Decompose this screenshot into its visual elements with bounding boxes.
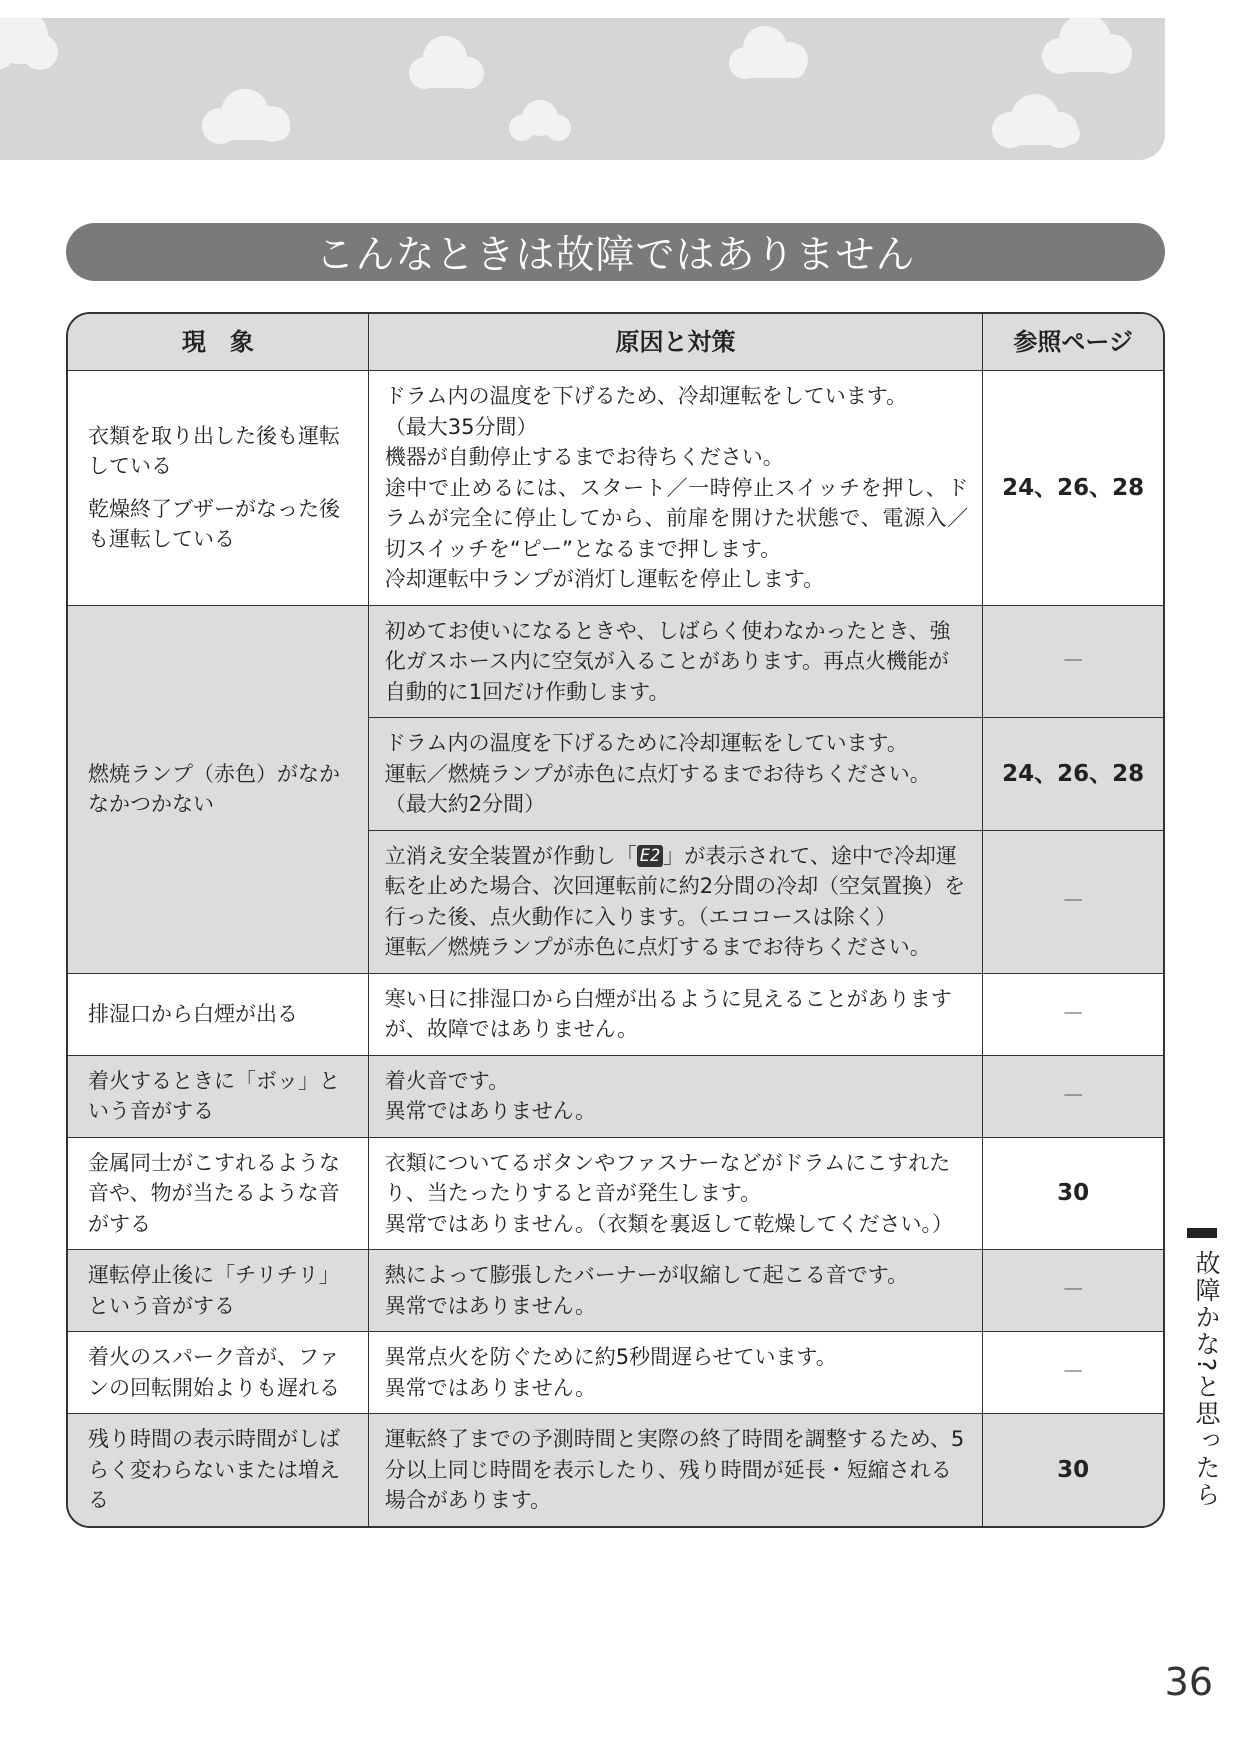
- cloud-2: [409, 36, 484, 89]
- cloud-3: [729, 26, 808, 79]
- cause-text: 途中で止めるには、スタート／一時停止スイッチを押し、ドラムが完全に停止してから、前扉を開けた状態で、電源入／切スイッチを“ピー”となるまで押します。: [384, 475, 969, 561]
- symptom-cell: 運転停止後に「チリチリ」という音がする: [68, 1250, 368, 1332]
- error-code-display-icon: E2: [637, 845, 663, 867]
- troubleshooting-table: [66, 312, 1165, 1528]
- section-side-label: 故障かな?と思ったら: [1192, 1250, 1221, 1509]
- cause-text: [385, 841, 969, 933]
- ref-cell: 30: [983, 1414, 1163, 1526]
- cause-text: 異常ではありません。（衣類を裏返して乾燥してください。）: [384, 1211, 954, 1236]
- cause-cell: [368, 1137, 983, 1250]
- symptom-text: 衣類を取り出した後も運転している: [88, 423, 340, 479]
- ref-cell: －: [983, 1332, 1163, 1414]
- clouds-illustration: [0, 18, 1165, 160]
- cause-cell: [368, 1332, 983, 1414]
- cause-cell: [368, 1055, 983, 1137]
- table-row: [68, 1250, 1163, 1332]
- cause-text: 熱によって膨張したバーナーが収縮して起こる音です。: [384, 1263, 909, 1287]
- header-ref: 参照ページ: [983, 314, 1163, 371]
- table-header-row: [68, 314, 1163, 371]
- cause-text: 衣類についてるボタンやファスナーなどがドラムにこすれたり、当たったりすると音が発生します。: [384, 1150, 951, 1205]
- cause-cell: 寒い日に排湿口から白煙が出るように見えることがありますが、故障ではありません。: [368, 973, 983, 1055]
- cloud-4: [1042, 18, 1132, 74]
- cloud-5: [202, 89, 290, 144]
- cloud-6: [509, 100, 571, 141]
- cause-cell: [368, 718, 983, 831]
- cause-text: （最大約2分間）: [384, 792, 546, 816]
- cause-text: 異常点火を防ぐために約5秒間遅らせています。: [384, 1345, 837, 1369]
- symptom-text: 乾燥終了ブザーがなった後も運転している: [88, 496, 340, 552]
- section-marker: [1187, 1228, 1217, 1238]
- cause-text: ドラム内の温度を下げるため、冷却運転をしています。: [384, 384, 908, 408]
- cloud-1: [0, 18, 58, 70]
- cause-text: 初めてお使いになるときや、しばらく使わなかったとき、強化ガスホース内に空気が入ることがあります。再点火機能が自動的に1回だけ作動します。: [384, 618, 951, 704]
- cause-cell: [368, 1250, 983, 1332]
- ref-cell: －: [983, 1055, 1163, 1137]
- ref-cell: －: [983, 973, 1163, 1055]
- cloud-7: [992, 94, 1080, 148]
- page-number: 36: [1164, 1660, 1213, 1704]
- symptom-cell: 燃焼ランプ（赤色）がなかなかつかない: [68, 605, 368, 973]
- symptom-cell: 金属同士がこすれるような音や、物が当たるような音がする: [68, 1137, 368, 1250]
- cause-text-part: 」が表示されて、途中で冷却運転を止めた場合、次回運転前に約2分間の冷却（空気置換）を行った後、点火動作に入ります。（エココースは除く）: [384, 843, 966, 929]
- cause-cell: [368, 371, 983, 606]
- ref-cell: 24、26、28: [983, 718, 1163, 831]
- cause-text: 異常ではありません。: [384, 1099, 597, 1123]
- cause-cell: 運転終了までの予測時間と実際の終了時間を調整するため、5分以上同じ時間を表示したり、残り時間が延長・短縮される場合があります。: [368, 1414, 983, 1526]
- page-title: こんなときは故障ではありません: [66, 223, 1165, 281]
- cause-cell: [368, 830, 983, 973]
- ref-cell: －: [983, 605, 1163, 718]
- cause-text: 運転／燃焼ランプが赤色に点灯するまでお待ちください。: [384, 935, 931, 959]
- symptom-cell: 排湿口から白煙が出る: [68, 973, 368, 1055]
- symptom-cell: [68, 371, 368, 606]
- table-row: [68, 1137, 1163, 1250]
- ref-cell: －: [983, 830, 1163, 973]
- cause-text: 異常ではありません。: [384, 1293, 597, 1318]
- ref-cell: 30: [983, 1137, 1163, 1250]
- cause-text: 着火音です。: [384, 1068, 510, 1093]
- symptom-cell: 着火のスパーク音が、ファンの回転開始よりも遅れる: [68, 1332, 368, 1414]
- cause-text: 異常ではありません。: [384, 1375, 597, 1400]
- table-row: [68, 605, 1163, 718]
- cause-text: ドラム内の温度を下げるために冷却運転をしています。: [384, 731, 908, 755]
- table-row: [68, 1332, 1163, 1414]
- table-row: [68, 1414, 1163, 1526]
- cause-text: 冷却運転中ランプが消灯し運転を停止します。: [384, 567, 825, 591]
- symptom-cell: 残り時間の表示時間がしばらく変わらないまたは増える: [68, 1414, 368, 1526]
- header-cause: 原因と対策: [368, 314, 983, 371]
- cloud-header-band: [0, 18, 1165, 160]
- symptom-cell: 着火するときに「ボッ」という音がする: [68, 1055, 368, 1137]
- table-row: [68, 1055, 1163, 1137]
- cause-text: （最大35分間）: [384, 414, 538, 439]
- header-symptom: 現 象: [68, 314, 368, 371]
- ref-cell: 24、26、28: [983, 371, 1163, 606]
- cause-text-part: 立消え安全装置が作動し「: [384, 843, 637, 868]
- table-row: [68, 973, 1163, 1055]
- table-row: [68, 371, 1163, 606]
- ref-cell: －: [983, 1250, 1163, 1332]
- cause-text: 機器が自動停止するまでお待ちください。: [384, 445, 784, 469]
- cause-cell: [368, 605, 983, 718]
- cause-text: 運転／燃焼ランプが赤色に点灯するまでお待ちください。: [384, 761, 931, 786]
